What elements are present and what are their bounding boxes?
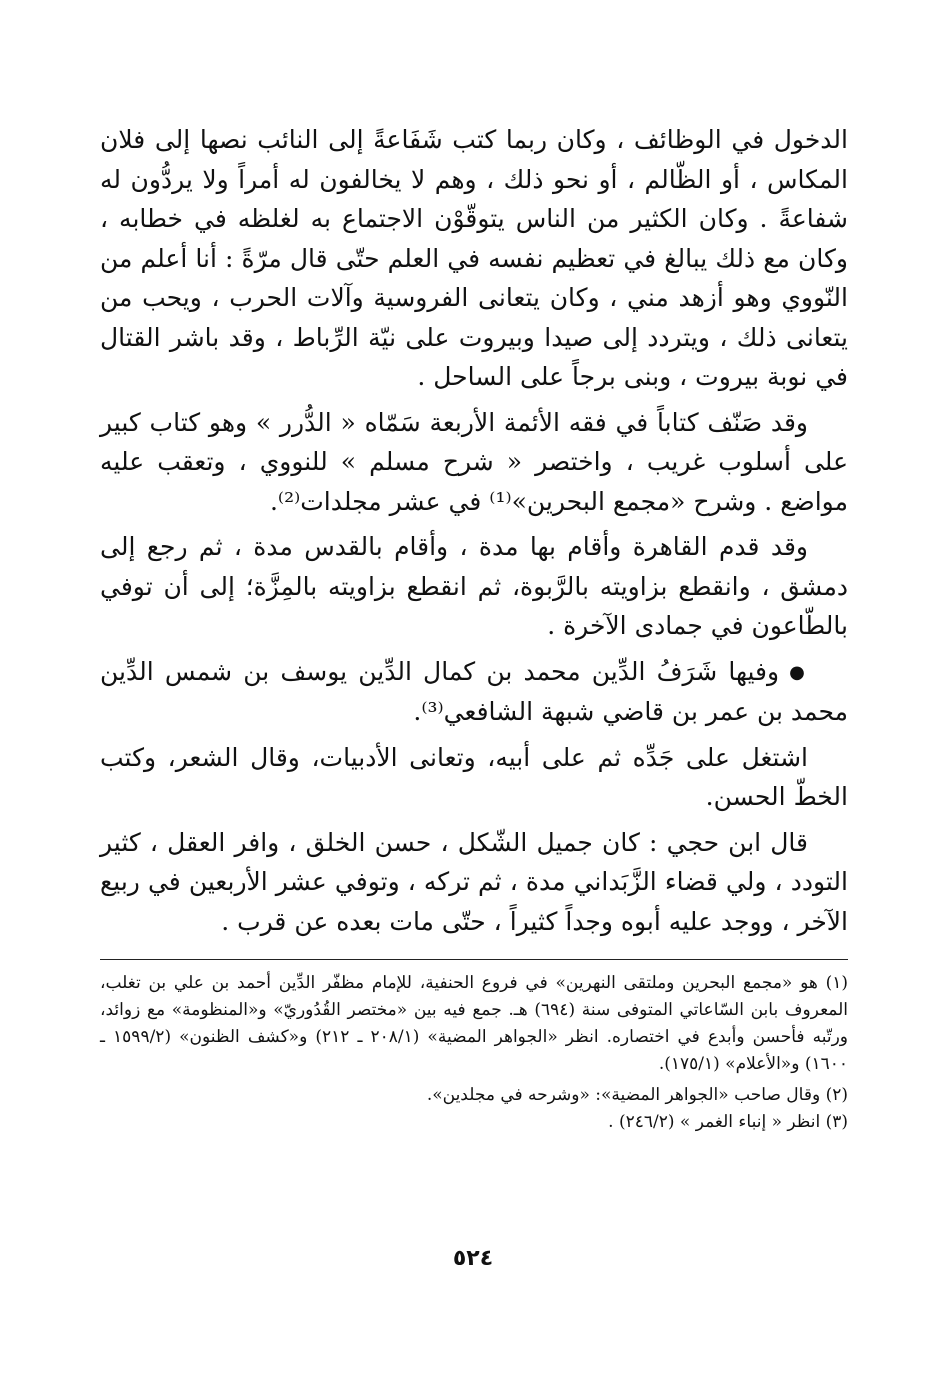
footnote-divider (100, 959, 848, 960)
paragraph-studies: اشتغل على جَدِّه ثم على أبيه، وتعانى الأدبيات، وقال الشعر، وكتب الخطّ الحسن. (100, 742, 848, 811)
paragraph-works: وقد صَنّف كتاباً في فقه الأئمة الأربعة سَمّاه « الدُّرر » وهو كتاب كبير على أسلوب غريب ، واختصر « شرح مسلم » للنووي ، وتعقب عليه مواضع . وشرح «مجمع البحرين»⁽¹⁾ في عشر مجلدات⁽²⁾. (100, 407, 848, 516)
book-page (100, 120, 848, 1300)
paragraph-continuation: الدخول في الوظائف ، وكان ربما كتب شَفَاعةً إلى النائب نصها إلى فلان المكاس ، أو الظّالم ، أو نحو ذلك ، وهم لا يخالفون له أمراً ولا يردُّون له شفاعةً . وكان الكثير من الناس يتوقّوْن الاجتماع به لغلظه في خطابه ، وكان مع ذلك يبالغ في تعظيم نفسه في العلم حتّى قال مرّةً : أنا أعلم من النّووي وهو أزهد مني ، وكان يتعانى الفروسية وآلات الحرب ، ويحب من يتعانى ذلك ، ويتردد إلى صيدا وبيروت على نيّة الرِّباط ، وقد باشر القتال في نوبة بيروت ، وبنى برجاً على الساحل . (100, 125, 848, 391)
page-number: ٥٢٤ (452, 1246, 494, 1271)
paragraph-residence: وقد قدم القاهرة وأقام بها مدة ، وأقام بالقدس مدة ، ثم رجع إلى دمشق ، وانقطع بزاويته بالرَّبوة، ثم انقطع بزاويته بالمِزَّة؛ إلى أن توفي بالطّاعون في جمادى الآخرة . (100, 532, 848, 640)
footnote-2: (٢) وقال صاحب «الجواهر المضية»: «وشرحه في مجلدين». (426, 1085, 848, 1105)
paragraph-ibn-hijji: قال ابن حجي : كان جميل الشّكل ، حسن الخلق ، وافر العقل ، كثير التودد ، ولي قضاء الزَّبَداني مدة ، ثم تركه ، وتوفي عشر الأربعين في ربيع الآخر ، ووجد عليه أبوه وجداً كثيراً ، حتّى مات بعده عن قرب . (100, 827, 848, 936)
footnote-3: (٣) انظر « إنباء الغمر » (٢٤٦/٢) . (608, 1112, 848, 1132)
footnotes (100, 970, 848, 1136)
main-text (100, 120, 848, 941)
paragraph-new-entry: ● وفيها شَرَفُ الدِّين محمد بن كمال الدِّين يوسف بن شمس الدِّين محمد بن عمر بن قاضي شبهة الشافعي⁽³⁾. (100, 652, 848, 732)
footnote-1: (١) هو «مجمع البحرين وملتقى النهرين» في فروع الحنفية، للإمام مظفّر الدِّين أحمد بن علي بن تغلب، المعروف بابن السّاعاتي المتوفى سنة (٦٩٤) هـ. جمع فيه بين «مختصر القُدُوريّ» و«المنظومة» مع زوائد، ورتّبه فأحسن وأبدع في اختصاره. انظر «الجواهر المضية» (٢٠٨/١ ـ ٢١٢) و«كشف الظنون» (١٥٩٩/٢ ـ ١٦٠٠) و«الأعلام» (١٧٥/١). (100, 973, 848, 1074)
